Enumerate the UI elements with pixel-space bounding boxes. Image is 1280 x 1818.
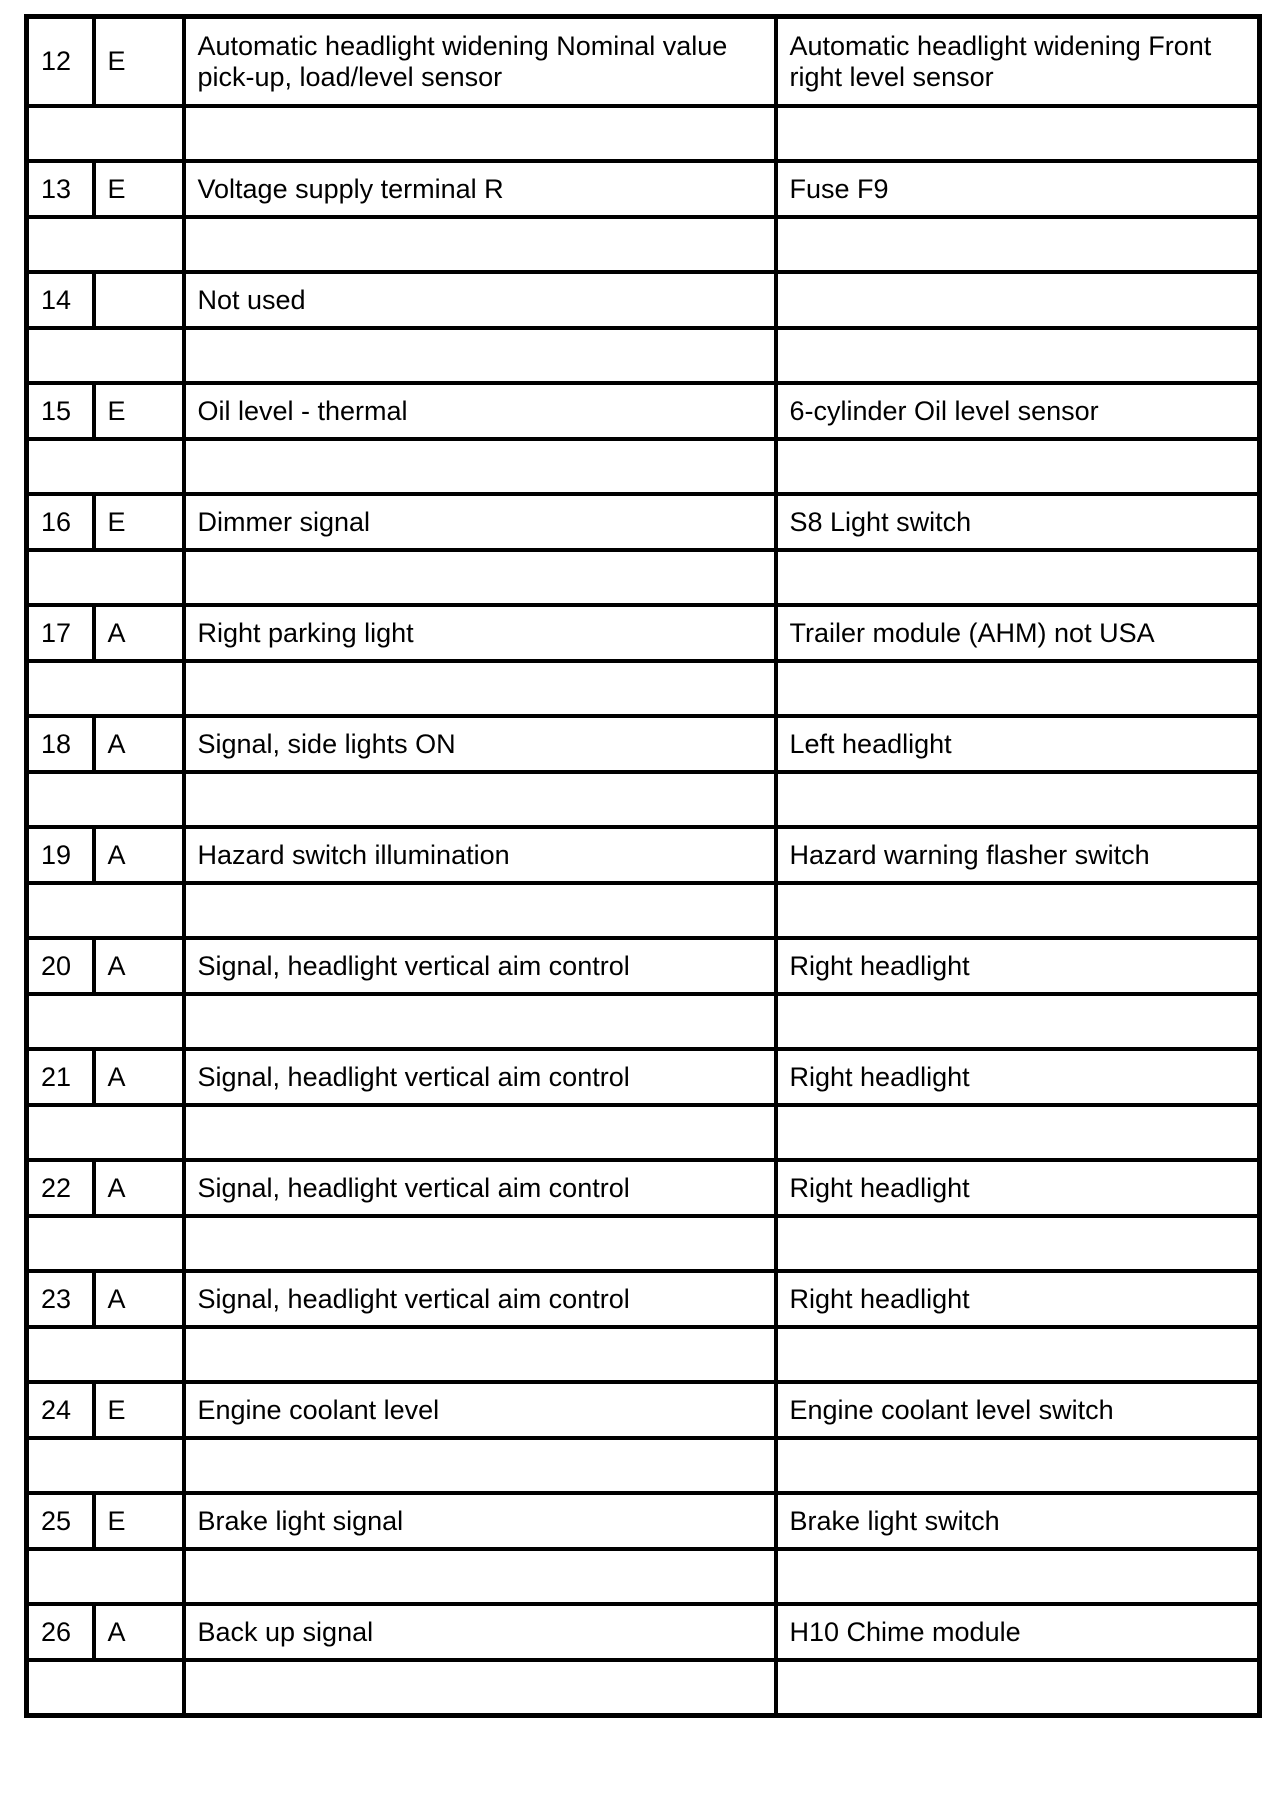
pin-number-cell: 14 [27, 272, 94, 328]
empty-pin-cell [27, 994, 94, 1049]
signal-type-cell: E [94, 161, 184, 217]
table-row [27, 1604, 1260, 1660]
table-row [27, 383, 1260, 439]
component-cell: Engine coolant level switch [776, 1382, 1260, 1438]
empty-component-cell [776, 1549, 1260, 1604]
spacer-row [27, 1327, 1260, 1382]
empty-component-cell [776, 1660, 1260, 1716]
empty-pin-cell [27, 217, 94, 272]
table-row [27, 1160, 1260, 1216]
signal-type-cell: A [94, 827, 184, 883]
pin-number-cell: 18 [27, 716, 94, 772]
function-cell: Signal, headlight vertical aim control [184, 938, 776, 994]
empty-pin-cell [27, 883, 94, 938]
signal-type-cell: E [94, 1493, 184, 1549]
table-row [27, 1382, 1260, 1438]
pin-number-cell: 23 [27, 1271, 94, 1327]
signal-type-cell: A [94, 1271, 184, 1327]
empty-component-cell [776, 1327, 1260, 1382]
empty-function-cell [184, 1216, 776, 1271]
empty-function-cell [184, 1438, 776, 1493]
component-cell: Right headlight [776, 1049, 1260, 1105]
table-row [27, 161, 1260, 217]
function-cell: Signal, side lights ON [184, 716, 776, 772]
pin-number-cell: 19 [27, 827, 94, 883]
spacer-row [27, 661, 1260, 716]
table-body [27, 17, 1260, 1716]
pin-assignment-table [24, 14, 1262, 1718]
pin-number-cell: 13 [27, 161, 94, 217]
function-cell: Engine coolant level [184, 1382, 776, 1438]
empty-type-cell [94, 1327, 184, 1382]
component-cell: Right headlight [776, 1271, 1260, 1327]
component-cell: H10 Chime module [776, 1604, 1260, 1660]
component-cell: S8 Light switch [776, 494, 1260, 550]
spacer-row [27, 1549, 1260, 1604]
function-cell: Signal, headlight vertical aim control [184, 1160, 776, 1216]
empty-type-cell [94, 1105, 184, 1160]
table-row [27, 938, 1260, 994]
empty-type-cell [94, 439, 184, 494]
empty-type-cell [94, 1549, 184, 1604]
signal-type-cell: A [94, 1604, 184, 1660]
empty-pin-cell [27, 106, 94, 161]
function-cell: Right parking light [184, 605, 776, 661]
component-cell [776, 272, 1260, 328]
signal-type-cell: E [94, 1382, 184, 1438]
empty-function-cell [184, 550, 776, 605]
component-cell: Brake light switch [776, 1493, 1260, 1549]
table-row [27, 716, 1260, 772]
function-cell: Voltage supply terminal R [184, 161, 776, 217]
empty-component-cell [776, 661, 1260, 716]
pin-number-cell: 15 [27, 383, 94, 439]
pin-number-cell: 22 [27, 1160, 94, 1216]
pin-number-cell: 17 [27, 605, 94, 661]
empty-pin-cell [27, 1549, 94, 1604]
empty-component-cell [776, 1216, 1260, 1271]
empty-pin-cell [27, 1105, 94, 1160]
function-cell: Automatic headlight widening Nominal value pick-up, load/level sensor [184, 17, 776, 107]
signal-type-cell: A [94, 716, 184, 772]
spacer-row [27, 772, 1260, 827]
empty-function-cell [184, 217, 776, 272]
function-cell: Oil level - thermal [184, 383, 776, 439]
signal-type-cell: A [94, 938, 184, 994]
component-cell: 6-cylinder Oil level sensor [776, 383, 1260, 439]
component-cell: Hazard warning flasher switch [776, 827, 1260, 883]
empty-component-cell [776, 106, 1260, 161]
empty-type-cell [94, 994, 184, 1049]
empty-type-cell [94, 106, 184, 161]
signal-type-cell: A [94, 1049, 184, 1105]
empty-function-cell [184, 328, 776, 383]
empty-function-cell [184, 772, 776, 827]
empty-component-cell [776, 1105, 1260, 1160]
function-cell: Back up signal [184, 1604, 776, 1660]
component-cell: Right headlight [776, 1160, 1260, 1216]
table-row [27, 494, 1260, 550]
empty-type-cell [94, 217, 184, 272]
table-row [27, 605, 1260, 661]
empty-component-cell [776, 994, 1260, 1049]
pin-number-cell: 24 [27, 1382, 94, 1438]
empty-pin-cell [27, 328, 94, 383]
spacer-row [27, 217, 1260, 272]
function-cell: Signal, headlight vertical aim control [184, 1271, 776, 1327]
empty-pin-cell [27, 772, 94, 827]
pin-number-cell: 20 [27, 938, 94, 994]
empty-type-cell [94, 550, 184, 605]
signal-type-cell: A [94, 1160, 184, 1216]
empty-pin-cell [27, 439, 94, 494]
spacer-row [27, 1105, 1260, 1160]
empty-type-cell [94, 328, 184, 383]
empty-component-cell [776, 328, 1260, 383]
spacer-row [27, 994, 1260, 1049]
empty-component-cell [776, 1438, 1260, 1493]
empty-type-cell [94, 1216, 184, 1271]
empty-function-cell [184, 106, 776, 161]
spacer-row [27, 1216, 1260, 1271]
empty-component-cell [776, 550, 1260, 605]
function-cell: Signal, headlight vertical aim control [184, 1049, 776, 1105]
empty-type-cell [94, 772, 184, 827]
pin-number-cell: 16 [27, 494, 94, 550]
empty-type-cell [94, 1660, 184, 1716]
empty-function-cell [184, 439, 776, 494]
table-row [27, 17, 1260, 107]
spacer-row [27, 550, 1260, 605]
empty-function-cell [184, 1660, 776, 1716]
pin-number-cell: 21 [27, 1049, 94, 1105]
table-row [27, 1271, 1260, 1327]
empty-function-cell [184, 994, 776, 1049]
signal-type-cell: E [94, 383, 184, 439]
empty-component-cell [776, 772, 1260, 827]
signal-type-cell: A [94, 605, 184, 661]
pin-number-cell: 12 [27, 17, 94, 107]
empty-type-cell [94, 1438, 184, 1493]
pin-number-cell: 26 [27, 1604, 94, 1660]
signal-type-cell: E [94, 494, 184, 550]
component-cell: Left headlight [776, 716, 1260, 772]
empty-pin-cell [27, 550, 94, 605]
empty-type-cell [94, 883, 184, 938]
empty-pin-cell [27, 661, 94, 716]
spacer-row [27, 328, 1260, 383]
spacer-row [27, 1660, 1260, 1716]
signal-type-cell: E [94, 17, 184, 107]
empty-function-cell [184, 1327, 776, 1382]
empty-pin-cell [27, 1660, 94, 1716]
table-row [27, 272, 1260, 328]
empty-component-cell [776, 217, 1260, 272]
component-cell: Trailer module (AHM) not USA [776, 605, 1260, 661]
table-row [27, 1049, 1260, 1105]
table-row [27, 827, 1260, 883]
empty-pin-cell [27, 1438, 94, 1493]
empty-pin-cell [27, 1216, 94, 1271]
pin-number-cell: 25 [27, 1493, 94, 1549]
empty-component-cell [776, 883, 1260, 938]
empty-component-cell [776, 439, 1260, 494]
spacer-row [27, 106, 1260, 161]
function-cell: Hazard switch illumination [184, 827, 776, 883]
spacer-row [27, 1438, 1260, 1493]
spacer-row [27, 883, 1260, 938]
spacer-row [27, 439, 1260, 494]
empty-pin-cell [27, 1327, 94, 1382]
empty-function-cell [184, 661, 776, 716]
component-cell: Right headlight [776, 938, 1260, 994]
empty-function-cell [184, 883, 776, 938]
empty-function-cell [184, 1549, 776, 1604]
function-cell: Not used [184, 272, 776, 328]
component-cell: Automatic headlight widening Front right level sensor [776, 17, 1260, 107]
signal-type-cell [94, 272, 184, 328]
component-cell: Fuse F9 [776, 161, 1260, 217]
empty-type-cell [94, 661, 184, 716]
table-row [27, 1493, 1260, 1549]
function-cell: Dimmer signal [184, 494, 776, 550]
function-cell: Brake light signal [184, 1493, 776, 1549]
empty-function-cell [184, 1105, 776, 1160]
